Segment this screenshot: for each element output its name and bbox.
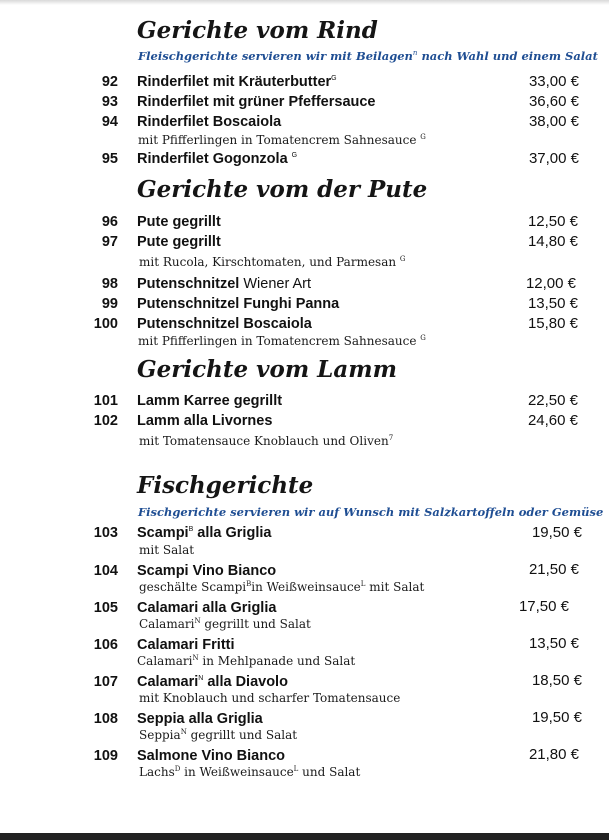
item-description: mit Tomatensauce Knoblauch und Oliven$^7$	[139, 434, 394, 448]
item-number: 100	[93, 316, 118, 332]
item-price: 13,50 €	[527, 295, 578, 312]
item-number: 107	[93, 674, 118, 690]
item-description: Seppia$^N$ gegrillt und Salat	[139, 728, 298, 742]
item-number: 104	[93, 563, 118, 579]
item-number: 106	[93, 637, 118, 653]
item-number: 102	[93, 413, 118, 429]
item-name: Seppia alla Griglia	[137, 711, 263, 727]
item-price: 37,00 €	[528, 150, 579, 167]
item-number: 97	[101, 234, 118, 250]
item-price: 19,50 €	[531, 524, 582, 541]
item-price: 24,60 €	[527, 412, 578, 429]
item-price: 12,50 €	[527, 213, 578, 230]
item-name: Rinderfilet mit grüner Pfeffersauce	[137, 94, 376, 110]
item-description: Calamari$^N$ gegrillt und Salat	[139, 617, 311, 631]
item-number: 98	[101, 276, 118, 292]
item-description: mit Knoblauch und scharfer Tomatensauce	[139, 691, 401, 705]
item-name: Lamm Karree gegrillt	[137, 393, 283, 409]
item-price: 36,60 €	[528, 93, 579, 110]
item-price: 33,00 €	[528, 73, 579, 90]
item-name: Putenschnitzel Funghi Panna	[137, 296, 340, 312]
item-price: 18,50 €	[531, 672, 582, 689]
section-title-lamm: Gerichte vom Lamm	[137, 356, 397, 383]
item-price: 21,80 €	[528, 746, 579, 763]
item-description: mit Rucola, Kirschtomaten, und Parmesan $^G$	[139, 255, 406, 269]
item-name: Rinderfilet Gogonzola $^G$	[137, 151, 298, 167]
item-name: Calamari$^N$ alla Diavolo	[137, 674, 288, 690]
item-number: 105	[93, 600, 118, 616]
item-price: 17,50 €	[518, 598, 569, 615]
section-subtitle-rind: Fleischgerichte servieren wir mit Beilagen$^n$ nach Wahl und einem Salat	[138, 49, 598, 63]
item-description: mit Pfifferlingen in Tomatencrem Sahnesauce $^G$	[138, 133, 426, 147]
item-description: Calamari$^N$ in Mehlpanade und Salat	[137, 654, 356, 668]
item-price: 13,50 €	[528, 635, 579, 652]
item-name: Scampi$^B$ alla Griglia	[137, 525, 272, 541]
item-description: geschälte Scampi$^B$in Weißweinsauce$^L$ mit Salat	[139, 580, 425, 594]
item-price: 14,80 €	[527, 233, 578, 250]
item-price: 15,80 €	[527, 315, 578, 332]
section-title-rind: Gerichte vom Rind	[137, 17, 378, 44]
item-name: Lamm alla Livornes	[137, 413, 273, 429]
page-top-edge	[0, 0, 609, 5]
item-description: Lachs$^D$ in Weißweinsauce$^L$ und Salat	[139, 765, 361, 779]
item-name: Putenschnitzel Boscaiola	[137, 316, 312, 332]
item-description: mit Salat	[139, 543, 195, 557]
page-bottom-edge	[0, 833, 609, 840]
item-number: 93	[101, 94, 118, 110]
item-name: Calamari Fritti	[137, 637, 235, 653]
item-number: 99	[101, 296, 118, 312]
item-name: Rinderfilet mit Kräuterbutter$^G$	[137, 74, 337, 90]
item-number: 96	[101, 214, 118, 230]
item-price: 21,50 €	[528, 561, 579, 578]
item-name: Salmone Vino Bianco	[137, 748, 285, 764]
item-price: 12,00 €	[525, 275, 576, 292]
item-name: Calamari alla Griglia	[137, 600, 277, 616]
item-name: Rinderfilet Boscaiola	[137, 114, 282, 130]
item-number: 108	[93, 711, 118, 727]
item-name: Pute gegrillt	[137, 214, 221, 230]
section-title-pute: Gerichte vom der Pute	[137, 176, 428, 203]
item-number: 94	[101, 114, 118, 130]
section-subtitle-fisch: Fischgerichte servieren wir auf Wunsch mit Salzkartoffeln oder Gemüse	[138, 505, 604, 519]
item-number: 92	[101, 74, 118, 90]
item-price: 22,50 €	[527, 392, 578, 409]
item-price: 19,50 €	[531, 709, 582, 726]
item-name: Scampi Vino Bianco	[137, 563, 277, 579]
item-description: mit Pfifferlingen in Tomatencrem Sahnesauce $^G$	[138, 334, 426, 348]
item-number: 101	[93, 393, 118, 409]
item-number: 95	[101, 151, 118, 167]
section-title-fisch: Fischgerichte	[137, 472, 314, 499]
item-number: 109	[93, 748, 118, 764]
item-price: 38,00 €	[528, 113, 579, 130]
item-name: Pute gegrillt	[137, 234, 221, 250]
item-number: 103	[93, 525, 118, 541]
item-name: Putenschnitzel Wiener Art	[137, 276, 312, 292]
